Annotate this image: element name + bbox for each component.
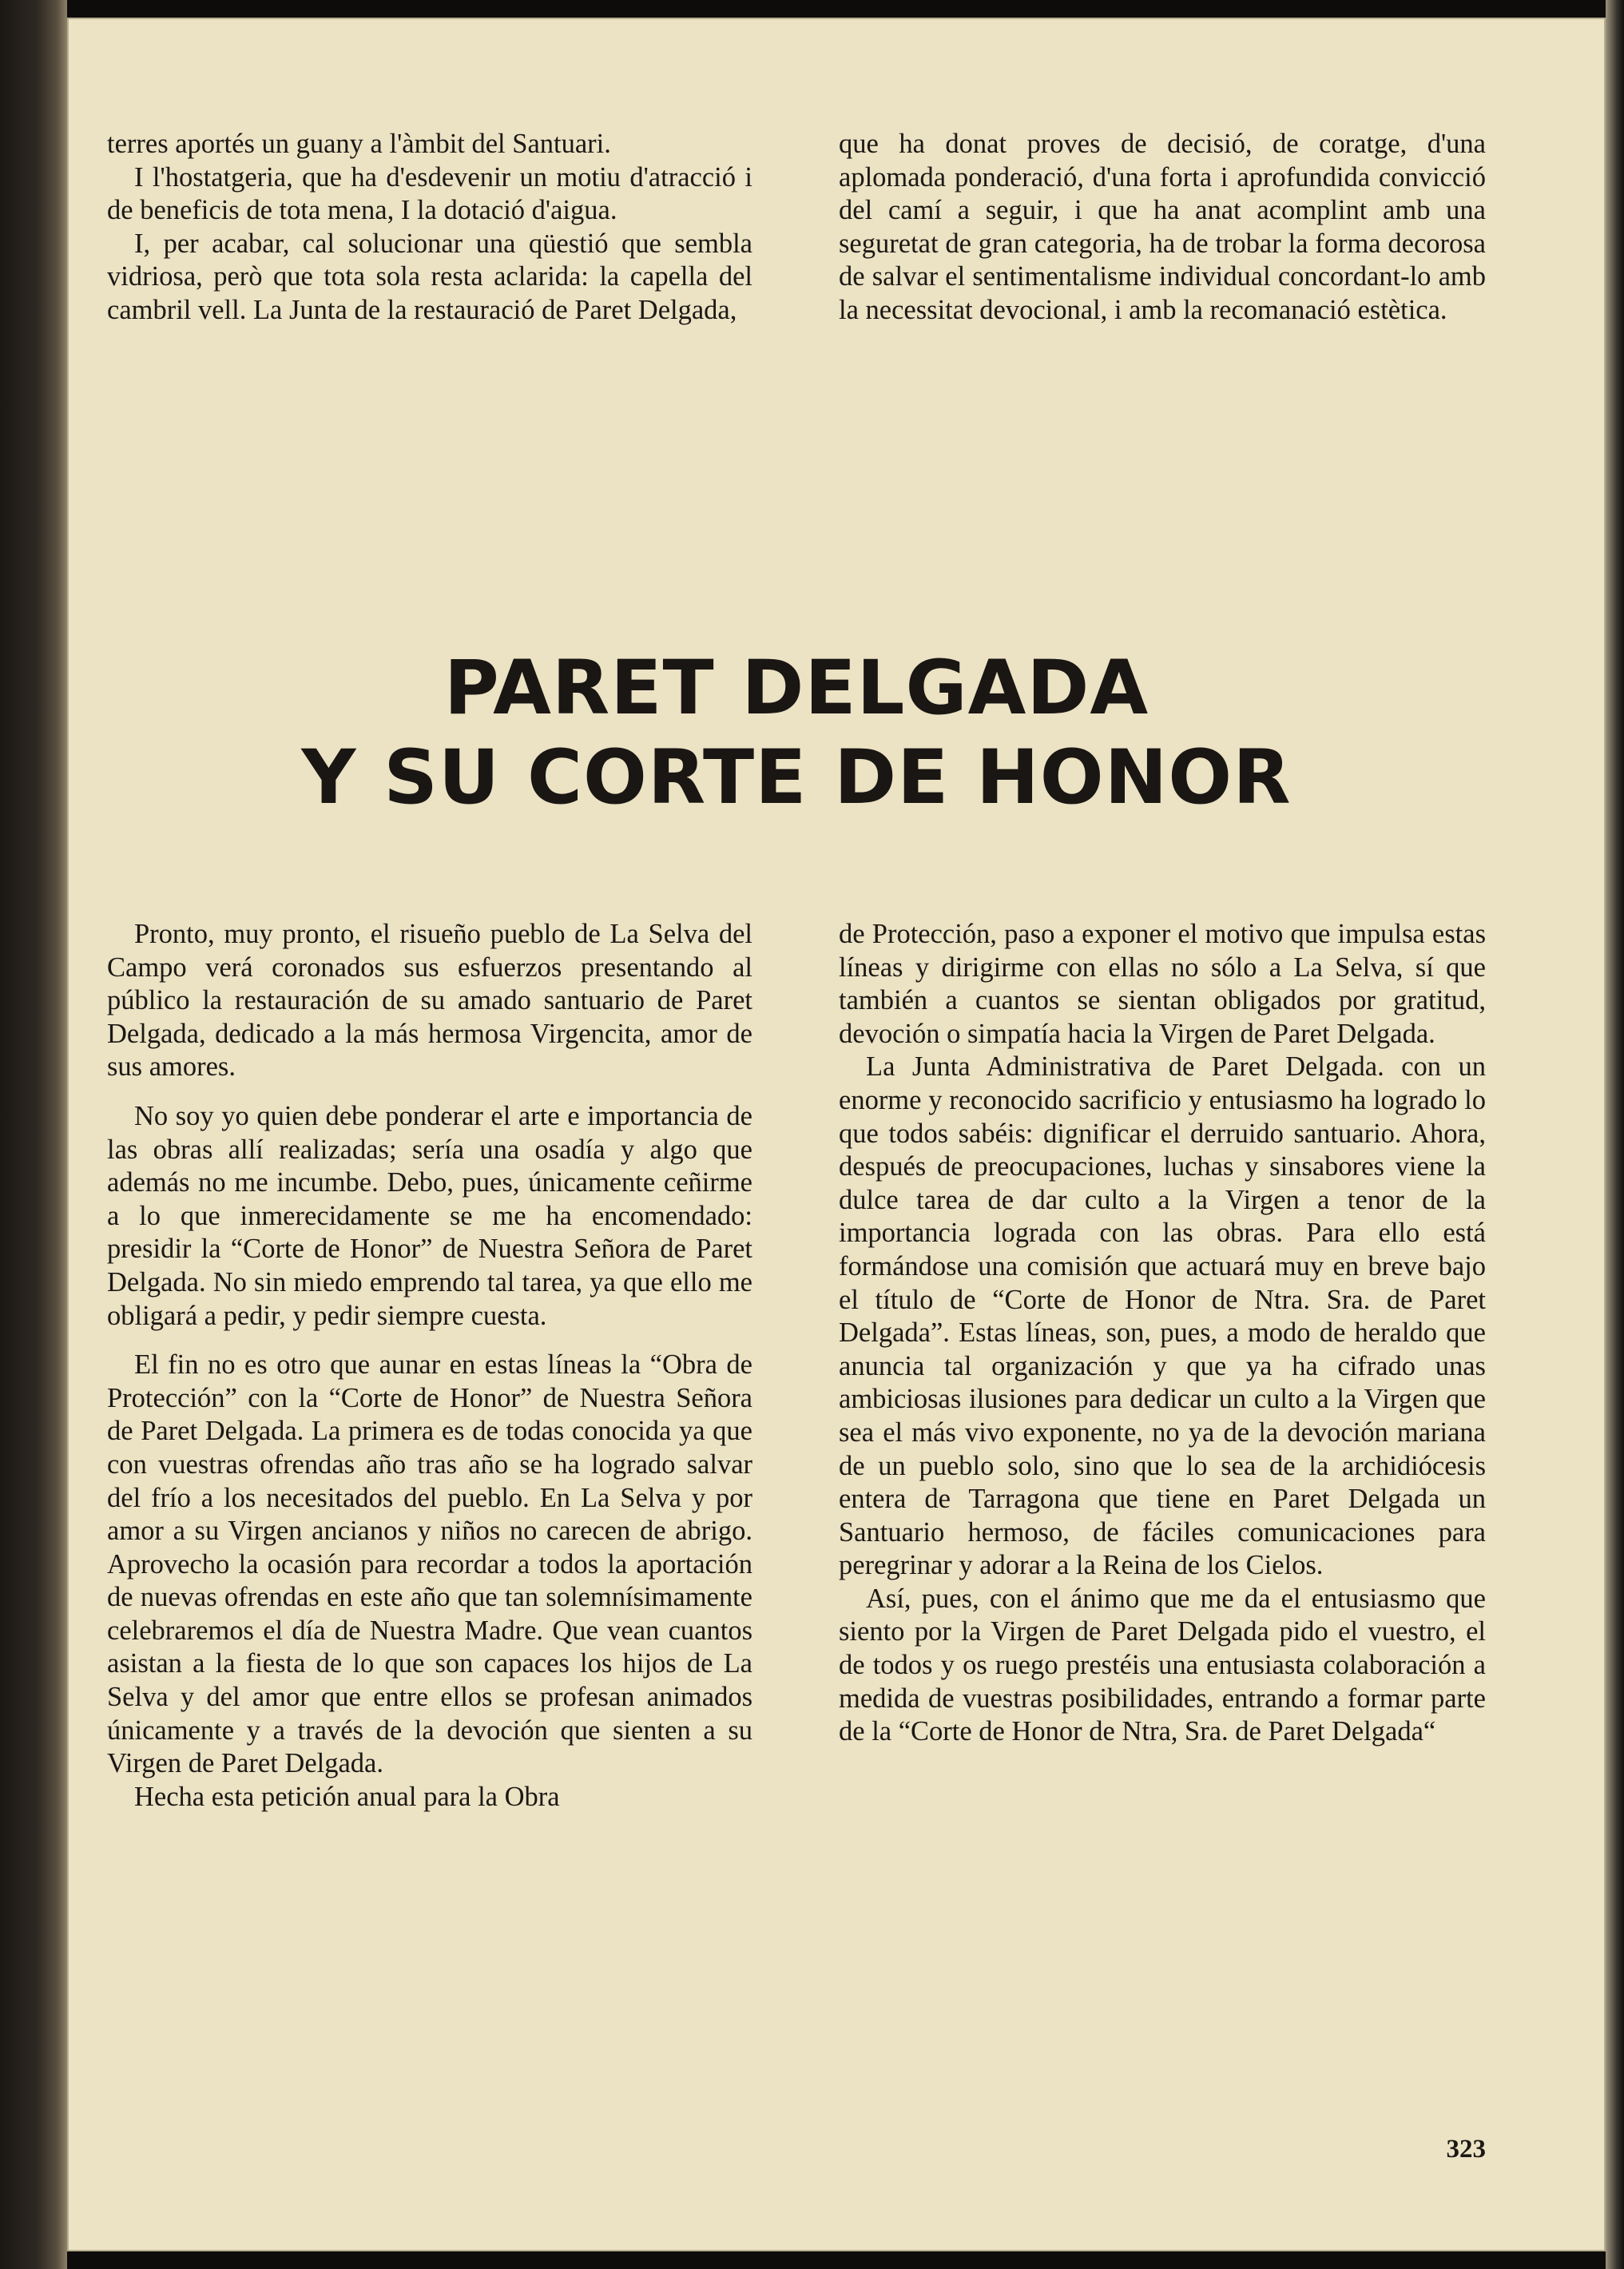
continuation-right-column: [839, 128, 1486, 328]
text-paragraph: Pronto, muy pronto, el risueño pueblo de La Selva del Campo verá coronados sus esfuerzos presentando al público la restauración de su amado santuario de Paret Delgada, dedicado a la más hermosa Virgencita, amor de sus amores.: [107, 919, 752, 1083]
title-line-1: PARET DELGADA: [443, 645, 1150, 732]
article-right-column: [839, 918, 1486, 1749]
article-left-column: [107, 918, 752, 1814]
text-paragraph: Así, pues, con el ánimo que me da el entusiasmo que siento por la Virgen de Paret Delgada pido el vuestro, el de todos y os ruego prestéis una entusiasta colaboración a medida de vuestras posibilidades, entrando a formar parte de la “Corte de Honor de Ntra, Sra. de Paret Delgada“: [839, 1583, 1486, 1747]
page-number: 323: [1446, 2135, 1486, 2164]
page-edge: [1606, 0, 1624, 2269]
text-paragraph: El fin no es otro que aunar en estas líneas la “Obra de Protección” con la “Corte de Honor” de Nuestra Señora de Paret Delgada. La primera es de todas conocida ya que con vuestras ofrendas año tras año se ha logrado salvar del frío a los necesitados del pueblo. En La Selva y por amor a su Virgen ancianos y niños no carecen de abrigo. Aprovecho la ocasión para recordar a todos la aportación de nuevas ofrendas en este año que tan solemnísimamente celebraremos el día de Nuestra Madre. Que vean cuantos asistan a la fiesta de lo que son capaces los hijos de La Selva y del amor que entre ellos se profesan animados únicamente y a través de la devoción que sienten a su Virgen de Paret Delgada.: [107, 1349, 752, 1779]
book-gutter: [0, 0, 67, 2269]
text-paragraph: No soy yo quien debe ponderar el arte e importancia de las obras allí realizadas; sería una osadía y algo que además no me incumbe. Debo, pues, únicamente ceñirme a lo que inmerecidamente se me ha encomendado: presidir la “Corte de Honor” de Nuestra Señora de Paret Delgada. No sin miedo emprendo tal tarea, ya que ello me obligará a pedir, y pedir siempre cuesta.: [107, 1100, 752, 1331]
continuation-left-column: [107, 128, 752, 328]
text-paragraph: I l'hostatgeria, que ha d'esdevenir un motiu d'atracció i de beneficis de tota mena, I la dotació d'aigua.: [107, 161, 752, 226]
text-paragraph: I, per acabar, cal solucionar una qüestió que sembla vidriosa, però que tota sola resta aclarida: la capella del cambril vell. La Junta de la restauració de Paret Delgada,: [107, 228, 752, 325]
text-paragraph: La Junta Administrativa de Paret Delgada. con un enorme y reconocido sacrificio y entusiasmo ha logrado lo que todos sabéis: dignificar el derruido santuario. Ahora, después de preocupaciones, luchas y sinsabores viene la dulce tarea de dar culto a la Virgen a tenor de la importancia lograda con las obras. Para ello está formándose una comisión que actuará muy en breve bajo el título de “Corte de Honor de Ntra. Sra. de Paret Delgada”. Estas líneas, son, pues, a modo de heraldo que anuncia tal organización y que ya ha cifrado unas ambiciosas ilusiones para dedicar un culto a la Virgen que sea el más vivo exponente, no ya de la devoción mariana de un pueblo solo, sino que lo sea de la archidiócesis entera de Tarragona que tiene en Paret Delgada un Santuario hermoso, de fáciles comunicaciones para peregrinar y adorar a la Reina de los Cielos.: [839, 1051, 1486, 1581]
text-paragraph: que ha donat proves de decisió, de coratge, d'una aplomada ponderació, d'una forta i aprofundida convicció del camí a seguir, i que ha anat acomplint amb una seguretat de gran categoria, ha de trobar la forma decorosa de salvar el sentimentalisme individual concordant-lo amb la necessitat devocional, i amb la recomanació estètica.: [839, 129, 1486, 325]
text-paragraph: terres aportés un guany a l'àmbit del Santuari.: [107, 129, 611, 159]
article-title: [107, 644, 1486, 823]
text-paragraph: de Protección, paso a exponer el motivo que impulsa estas líneas y dirigirme con ellas no sólo a La Selva, sí que también a cuantos se sientan obligados por gratitud, devoción o simpatía hacia la Virgen de Paret Delgada.: [839, 919, 1486, 1049]
text-paragraph: Hecha esta petición anual para la Obra: [134, 1781, 560, 1812]
title-line-2: Y SU CORTE DE HONOR: [301, 734, 1292, 821]
